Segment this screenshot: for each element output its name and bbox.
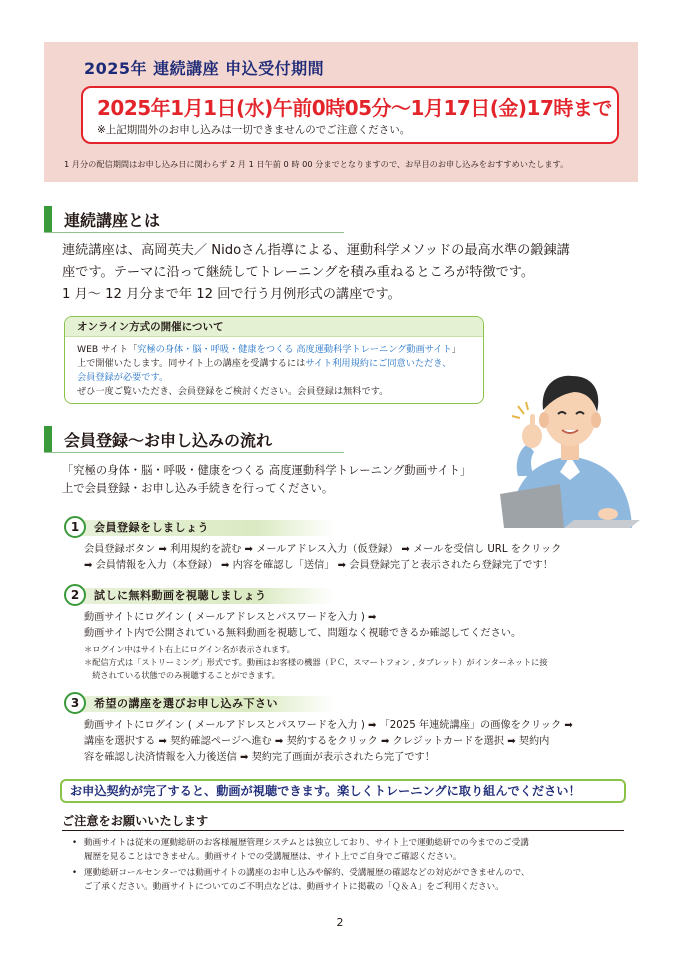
- heading-accent-bar: [44, 426, 52, 452]
- period-note: ※上記期間外のお申し込みは一切できませんのでご注意ください。: [97, 124, 411, 136]
- flow-item: 利用規約を読む: [170, 544, 242, 555]
- flow-item: 契約内: [518, 736, 550, 747]
- arrow-right-icon: ➡: [217, 560, 233, 571]
- heading-accent-bar: [44, 206, 52, 232]
- flow-item: 動画サイトにログイン ( メールアドレスとパスワードを入力 ): [84, 612, 365, 623]
- caution-item: [72, 836, 632, 864]
- heading-underline: [44, 452, 344, 453]
- flow-intro: [62, 462, 471, 498]
- online-text: 」: [451, 344, 461, 355]
- terms-link[interactable]: サイト利用規約にご同意いただき、: [305, 358, 452, 369]
- step-2-header: [64, 584, 334, 604]
- caution-list: [72, 836, 632, 896]
- step-2-note-2: ＊配信方式は「ストリーミング」形式です。動画はお客様の機器（ＰＣ，スマートフォン , タブレット）がインターネットに接: [84, 657, 548, 667]
- arrow-right-icon: ➡: [155, 736, 171, 747]
- caution-divider: [62, 830, 624, 831]
- flow-item: 内容を確認し「送信」: [232, 560, 335, 571]
- online-text: 上で開催いたします。同サイト上の講座を受講するには: [77, 358, 306, 369]
- step-number: 3: [64, 692, 86, 714]
- registration-required-text: 会員登録が必要です。: [77, 372, 169, 383]
- step-number: 1: [64, 516, 86, 538]
- flow-intro-line-1: 「究極の身体・脳・呼吸・健康をつくる 高度運動科学トレーニング動画サイト」: [62, 464, 472, 477]
- arrow-right-icon: ➡: [84, 560, 96, 571]
- flow-item: 会員登録ボタン: [84, 544, 156, 555]
- completion-highlight: お申込契約が完了すると、動画が視聴できます。楽しくトレーニングに取り組んでください！: [60, 779, 626, 803]
- flow-item: 会員情報を入力（本登録）: [95, 560, 218, 571]
- flow-heading: [44, 426, 344, 452]
- online-text: ぜひ一度ご覧いただき、会員登録をご検討ください。会員登録は無料です。: [77, 386, 389, 397]
- step-3-header: [64, 692, 334, 712]
- flow-item: 契約するをクリック: [286, 736, 378, 747]
- flow-item: 契約完了画面が表示されたら完了です！: [251, 752, 435, 763]
- flow-heading-text: 会員登録～お申し込みの流れ: [64, 431, 273, 450]
- online-info-box: [64, 316, 484, 404]
- arrow-right-icon: ➡: [561, 720, 573, 731]
- step-number: 2: [64, 584, 86, 606]
- period-date-frame: [81, 86, 619, 144]
- flow-item: 容を確認し決済情報を入力後送信: [84, 752, 237, 763]
- online-info-body: [65, 337, 483, 399]
- period-footnote: 1 月分の配信期間はお申し込み日に関わらず 2 月 1 日午前 0 時 00 分までとなりますので、お早目のお申し込みをおすすめいたします。: [64, 159, 569, 169]
- arrow-right-icon: ➡: [377, 736, 393, 747]
- period-title: 2025年 連続講座 申込受付期間: [84, 59, 325, 78]
- step-3-line-1: [84, 718, 573, 734]
- flow-item: 契約確認ページへ進む: [170, 736, 272, 747]
- about-heading-text: 連続講座とは: [64, 211, 161, 230]
- arrow-right-icon: ➡: [271, 736, 287, 747]
- flow-item: 講座を選択する: [84, 736, 156, 747]
- flow-item: 「2025 年連続講座」の画像をクリック: [379, 720, 562, 731]
- step-2-line-1: [84, 610, 376, 626]
- step-2-note-3: 続されている状態でのみ視聴することができます。: [84, 670, 280, 680]
- arrow-right-icon: ➡: [364, 720, 380, 731]
- arrow-right-icon: ➡: [334, 560, 350, 571]
- arrow-right-icon: ➡: [364, 612, 377, 623]
- step-3-line-3: [84, 750, 435, 766]
- arrow-right-icon: ➡: [241, 544, 257, 555]
- flow-item: メールアドレス入力（仮登録）: [256, 544, 399, 555]
- heading-underline: [44, 232, 344, 233]
- step-label: 希望の講座を選びお申し込み下さい: [94, 697, 278, 710]
- step-1-header: [64, 516, 334, 536]
- step-label: 試しに無料動画を視聴しましょう: [94, 589, 267, 602]
- online-info-heading: オンライン方式の開催について: [65, 317, 483, 337]
- caution-text: • 動画サイトは従来の運動総研のお客様履歴管理システムとは独立しており、サイト上で運動総研での今までのご受講: [84, 838, 529, 848]
- step-3-line-2: [84, 734, 549, 750]
- caution-item: [72, 866, 632, 894]
- step-1-line-2: [84, 558, 553, 574]
- arrow-right-icon: ➡: [504, 736, 519, 747]
- caution-title: ご注意をお願いいたします: [62, 814, 209, 828]
- flow-intro-line-2: 上で会員登録・お申し込み手続きを行ってください。: [62, 482, 334, 495]
- about-line-2: 座です。テーマに沿って継続してトレーニングを積み重ねるところが特徴です。: [62, 265, 535, 280]
- arrow-right-icon: ➡: [155, 544, 171, 555]
- step-1-line-1: [84, 542, 561, 558]
- about-line-3: 1 月～ 12 月分まで年 12 回で行う月例形式の講座です。: [62, 287, 401, 302]
- arrow-right-icon: ➡: [236, 752, 252, 763]
- about-paragraph: [62, 240, 622, 306]
- flow-item: メールを受信し URL をクリック: [413, 544, 562, 555]
- application-period-box: [44, 42, 638, 182]
- caution-text: ご了承ください。動画サイトについてのご不明点などは、動画サイトに掲載の「Ｑ＆Ａ」をご利用ください。: [84, 882, 504, 892]
- online-text: WEB サイト「: [77, 344, 138, 355]
- flow-item: 動画サイトにログイン ( メールアドレスとパスワードを入力 ): [84, 720, 365, 731]
- step-2-note-1: ＊ログイン中はサイト右上にログイン名が表示されます。: [84, 644, 295, 654]
- arrow-right-icon: ➡: [398, 544, 413, 555]
- about-heading: [44, 206, 344, 232]
- man-with-laptop-illustration: [490, 344, 650, 528]
- page-number: 2: [336, 916, 344, 929]
- flow-item: クレジットカードを選択: [392, 736, 505, 747]
- about-line-1: 連続講座は、高岡英夫／ Nidoさん指導による、運動科学メソッドの最高水準の鍛錬講: [62, 243, 570, 258]
- caution-text: • 運動総研コールセンターでは動画サイトの講座のお申し込みや解約、受講履歴の確認などの対応ができませんので、: [84, 868, 530, 878]
- step-2-line-2: 動画サイト内で公開されている無料動画を視聴して、問題なく視聴できるか確認してください。: [84, 628, 522, 639]
- caution-text: 履歴を見ることはできません。動画サイトでの受講履歴は、サイト上でご自身でご確認ください。: [84, 852, 462, 862]
- step-label: 会員登録をしましょう: [94, 521, 209, 534]
- video-site-link[interactable]: 究極の身体・脳・呼吸・健康をつくる 高度運動科学トレーニング動画サイト: [137, 344, 452, 355]
- period-date: 2025年1月1日(水)午前0時05分～1月17日(金)17時まで: [97, 96, 612, 120]
- flow-item: 会員登録完了と表示されたら登録完了です！: [349, 560, 553, 571]
